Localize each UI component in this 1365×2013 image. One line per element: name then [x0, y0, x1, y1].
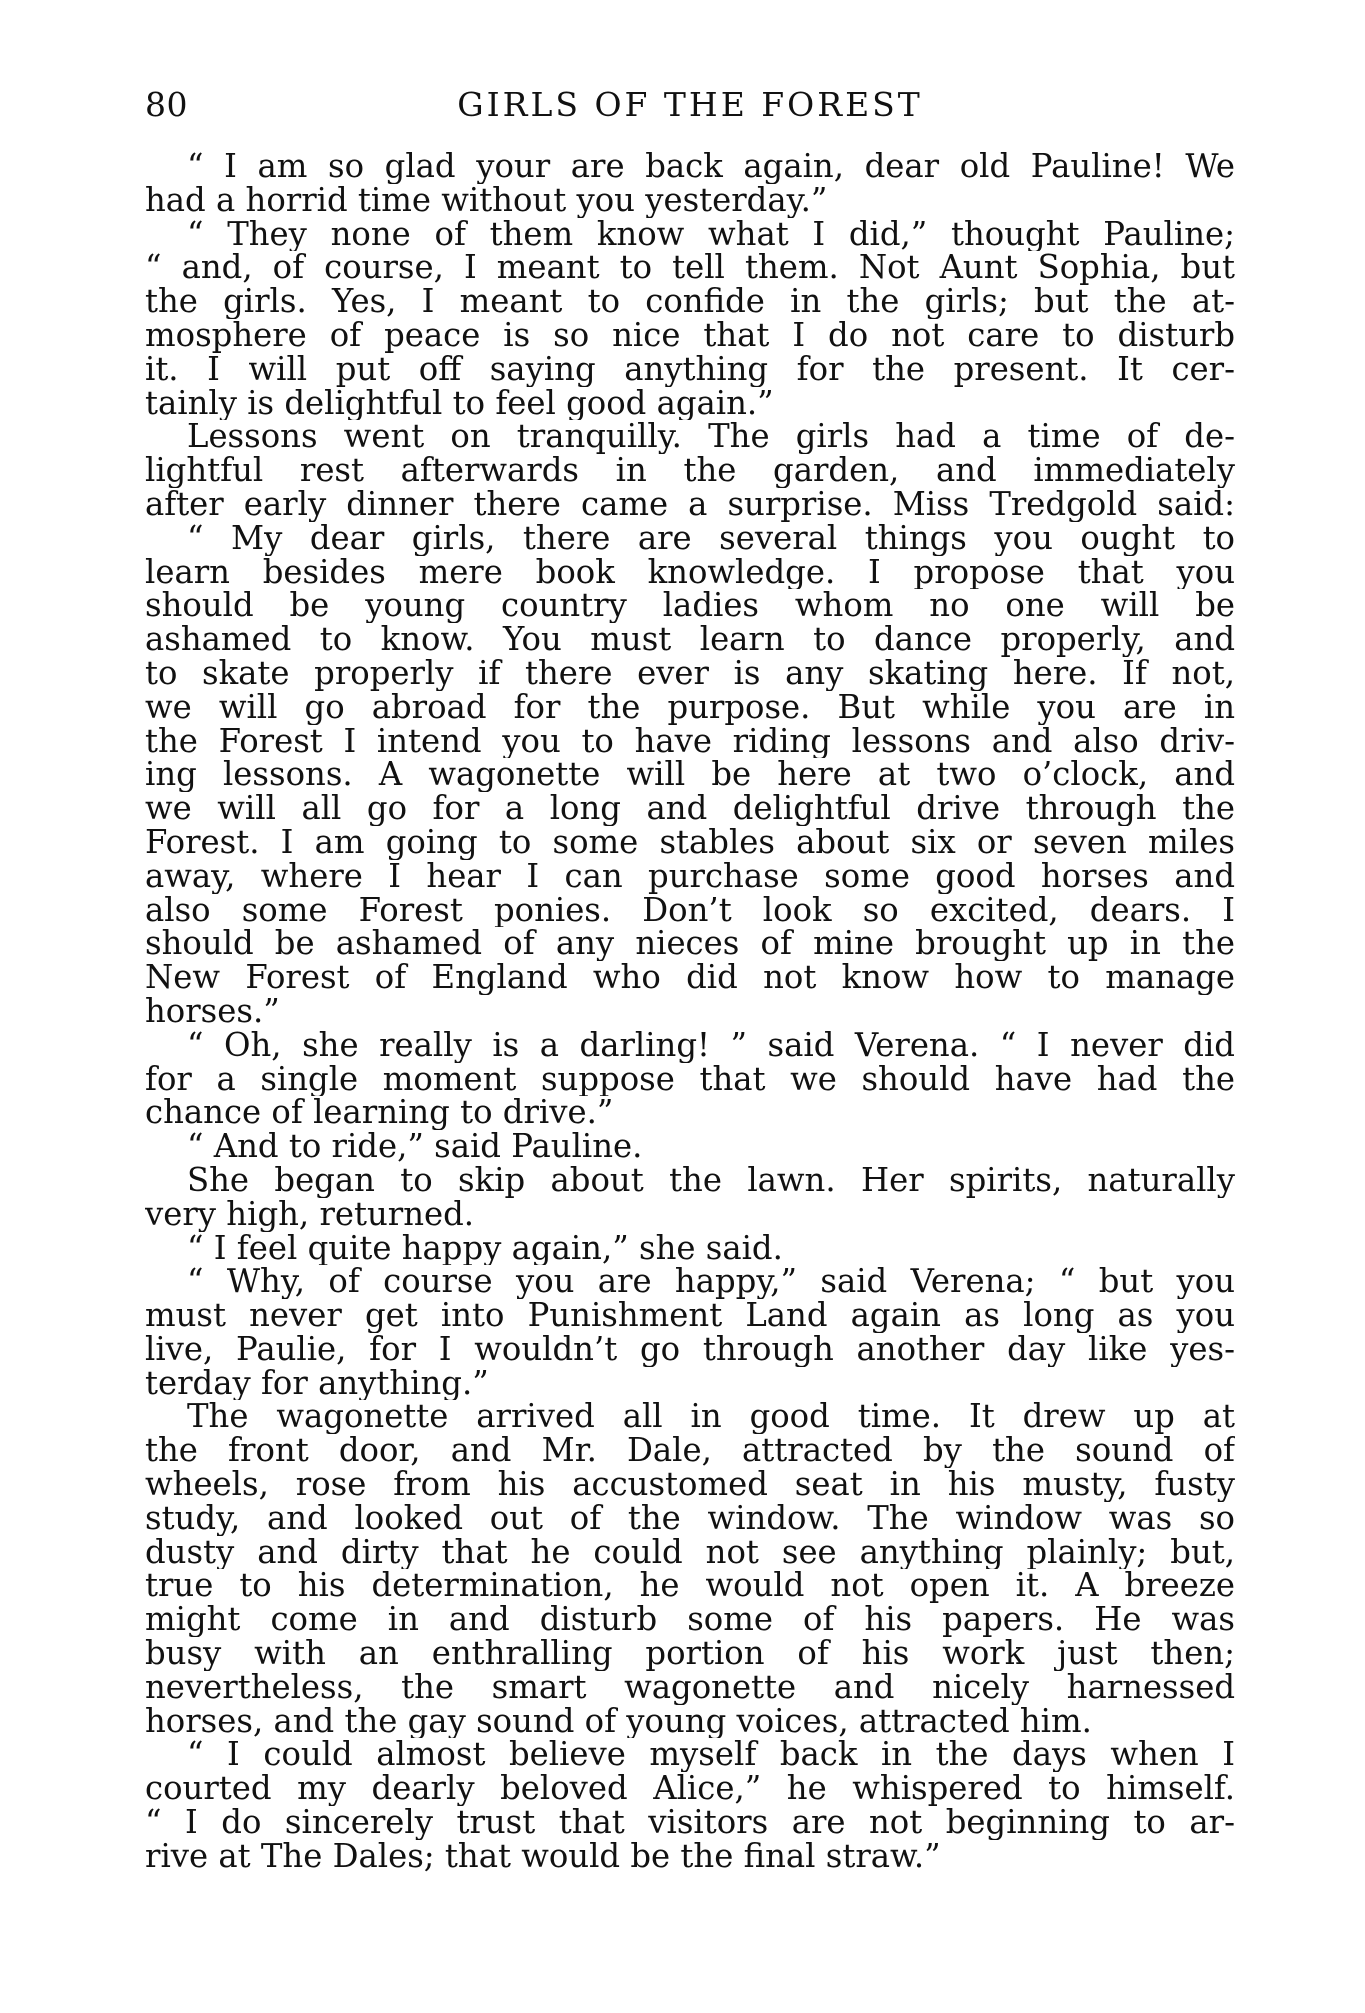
text-line: Lessons went on tranquilly. The girls had a time of de- [187, 420, 1235, 455]
text-line: chance of learning to drive.” [145, 1096, 614, 1131]
text-line: courted my dearly beloved Alice,” he whispered to himself. [145, 1772, 1235, 1807]
text-line: must never get into Punishment Land again as long as you [145, 1299, 1235, 1333]
text-line: “ Why, of course you are happy,” said Verena; “ but you [187, 1265, 1235, 1300]
text-line: had a horrid time without you yesterday.” [145, 183, 828, 218]
text-line: horses.” [145, 994, 280, 1029]
text-line: might come in and disturb some of his papers. He was [145, 1603, 1235, 1638]
text-line: very high, returned. [145, 1197, 475, 1232]
text-line: ashamed to know. You must learn to dance properly, and [145, 623, 1235, 657]
text-line: tainly is delightful to feel good again.” [145, 386, 774, 421]
text-line: the girls. Yes, I meant to confide in the girls; but the at- [145, 285, 1235, 319]
text-line: rive at The Dales; that would be the final straw.” [145, 1839, 941, 1874]
text-line: Forest. I am going to some stables about six or seven miles [145, 825, 1235, 860]
text-line: “ I could almost believe myself back in the days when I [187, 1738, 1235, 1773]
text-line: horses, and the gay sound of young voices, attracted him. [145, 1704, 1092, 1739]
text-line: true to his determination, he would not open it. A breeze [145, 1569, 1235, 1604]
page-header [145, 84, 1235, 134]
text-line: “ My dear girls, there are several things you ought to [187, 521, 1235, 556]
text-line: we will all go for a long and delightful drive through the [145, 792, 1235, 826]
text-line: away, where I hear I can purchase some good horses and [145, 859, 1235, 894]
text-line: She began to skip about the lawn. Her spirits, naturally [187, 1163, 1235, 1198]
text-line: busy with an enthralling portion of his work just then; [145, 1637, 1235, 1671]
text-line: the front door, and Mr. Dale, attracted by the sound of [145, 1434, 1235, 1469]
text-line: wheels, rose from his accustomed seat in his musty, fusty [145, 1468, 1235, 1502]
text-line: “ They none of them know what I did,” thought Pauline; [187, 217, 1235, 252]
text-line: we will go abroad for the purpose. But while you are in [145, 690, 1235, 725]
text-line: “ And to ride,” said Pauline. [187, 1130, 643, 1164]
body-text [145, 150, 1235, 1874]
text-line: dusty and dirty that he could not see anything plainly; but, [145, 1535, 1235, 1570]
text-line: it. I will put off saying anything for the present. It cer- [145, 352, 1235, 387]
text-line: study, and looked out of the window. The window was so [145, 1501, 1235, 1536]
text-line: should be ashamed of any nieces of mine brought up in the [145, 927, 1235, 962]
text-line: the Forest I intend you to have riding lessons and also driv- [145, 724, 1235, 759]
text-line: nevertheless, the smart wagonette and nicely harnessed [145, 1670, 1235, 1705]
text-line: also some Forest ponies. Don’t look so excited, dears. I [145, 893, 1235, 928]
text-line: for a single moment suppose that we should have had the [145, 1062, 1235, 1097]
text-line: “ and, of course, I meant to tell them. Not Aunt Sophia, but [145, 251, 1235, 286]
text-line: learn besides mere book knowledge. I propose that you [145, 555, 1235, 590]
text-line: after early dinner there came a surprise. Miss Tredgold said: [145, 487, 1235, 522]
text-line: mosphere of peace is so nice that I do not care to disturb [145, 318, 1235, 353]
text-line: terday for anything.” [145, 1366, 489, 1401]
text-line: lightful rest afterwards in the garden, and immediately [145, 454, 1235, 488]
text-line: “ Oh, she really is a darling! ” said Verena. “ I never did [187, 1028, 1235, 1063]
text-line: “ I feel quite happy again,” she said. [187, 1231, 783, 1266]
text-line: ing lessons. A wagonette will be here at two o’clock, and [145, 758, 1235, 793]
text-line: live, Paulie, for I wouldn’t go through another day like yes- [145, 1332, 1235, 1367]
text-line: The wagonette arrived all in good time. It drew up at [187, 1400, 1235, 1435]
text-line: New Forest of England who did not know how to manage [145, 961, 1235, 995]
text-line: “ I do sincerely trust that visitors are not beginning to ar- [145, 1806, 1235, 1840]
text-line: should be young country ladies whom no one will be [145, 589, 1235, 624]
page-number: 80 [145, 85, 188, 124]
text-line: “ I am so glad your are back again, dear old Pauline! We [187, 150, 1235, 184]
text-line: to skate properly if there ever is any skating here. If not, [145, 656, 1235, 691]
running-title: GIRLS OF THE FOREST [457, 85, 923, 124]
